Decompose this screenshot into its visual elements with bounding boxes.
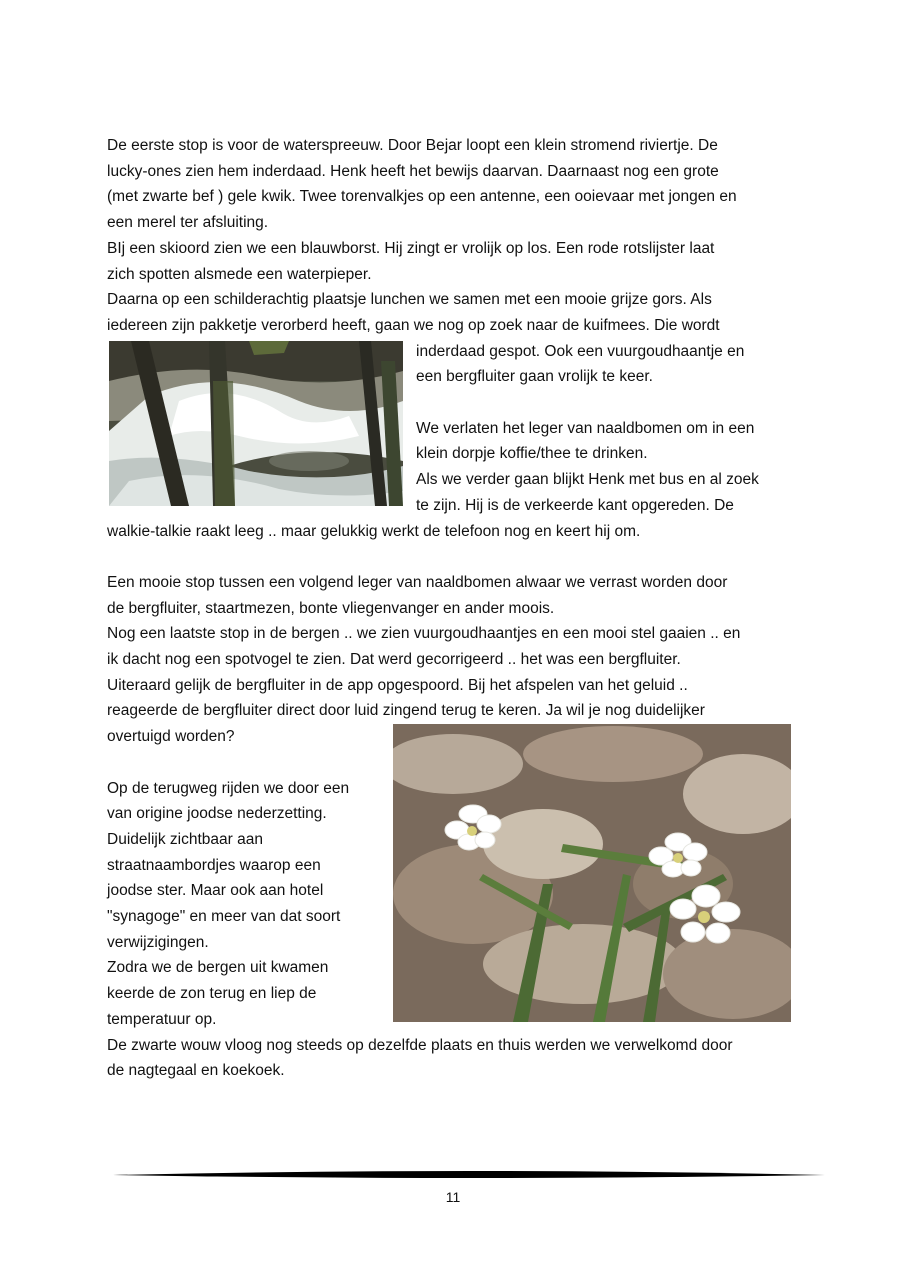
footer-divider [113,1168,825,1182]
body-line: straatnaambordjes waarop een [107,856,321,874]
body-line: BIj een skioord zien we een blauwborst. Hij zingt er vrolijk op los. Een rode rotslijster laat [107,239,715,257]
body-line: (met zwarte bef ) gele kwik. Twee torenvalkjes op een antenne, een ooievaar met jongen en [107,188,737,206]
body-line: klein dorpje koffie/thee te drinken. [416,445,648,463]
body-line: De eerste stop is voor de waterspreeuw. Door Bejar loopt een klein stromend riviertje. De [107,137,718,154]
body-line: te zijn. Hij is de verkeerde kant opgereden. De [416,496,734,514]
body-line: Nog een laatste stop in de bergen .. we zien vuurgoudhaantjes en een mooi stel gaaien .. en [107,625,741,643]
body-line: Daarna op een schilderachtig plaatsje lunchen we samen met een mooie grijze gors. Als [107,291,712,309]
body-line: We verlaten het leger van naaldbomen om in een [416,419,755,437]
body-line: Zodra we de bergen uit kwamen [107,959,329,977]
body-line: Uiteraard gelijk de bergfluiter in de app opgespoord. Bij het afspelen van het geluid .. [107,676,688,694]
page-number: 11 [445,1189,461,1205]
body-line: van origine joodse nederzetting. [107,805,327,823]
body-line: walkie-talkie raakt leeg .. maar gelukkig werkt de telefoon nog en keert hij om. [107,522,641,540]
body-line: overtuigd worden? [107,728,235,746]
body-line: temperatuur op. [107,1010,217,1028]
white-flowers-photo [393,724,791,1022]
body-line: De zwarte wouw vloog nog steeds op dezelfde plaats en thuis werden we verwelkomd door [107,1036,733,1054]
stream-photo [109,341,403,506]
body-line: Op de terugweg rijden we door een [107,779,350,797]
body-line: Duidelijk zichtbaar aan [107,830,263,848]
body-line: lucky-ones zien hem inderdaad. Henk heeft het bewijs daarvan. Daarnaast nog een grote [107,162,719,180]
body-line: Een mooie stop tussen een volgend leger van naaldbomen alwaar we verrast worden door [107,573,728,591]
body-line: de nagtegaal en koekoek. [107,1062,285,1080]
body-line: ik dacht nog een spotvogel te zien. Dat werd gecorrigeerd .. het was een bergfluiter. [107,651,681,668]
body-line: iedereen zijn pakketje verorberd heeft, gaan we nog op zoek naar de kuifmees. Die wordt [107,316,720,334]
body-line: zich spotten alsmede een waterpieper. [107,265,372,283]
body-line: "synagoge" en meer van dat soort [107,908,341,925]
body-line: Als we verder gaan blijkt Henk met bus en al zoek [416,471,759,489]
body-line: keerde de zon terug en liep de [107,985,317,1003]
body-line: inderdaad gespot. Ook een vuurgoudhaantje en [416,342,745,360]
body-line: de bergfluiter, staartmezen, bonte vliegenvanger en ander moois. [107,599,555,617]
body-line: joodse ster. Maar ook aan hotel [107,882,324,900]
body-line: een merel ter afsluiting. [107,214,269,232]
body-line: een bergfluiter gaan vrolijk te keer. [416,368,653,386]
body-line: reageerde de bergfluiter direct door luid zingend terug te keren. Ja wil je nog duidelijker [107,702,705,720]
body-line: verwijzigingen. [107,933,209,951]
